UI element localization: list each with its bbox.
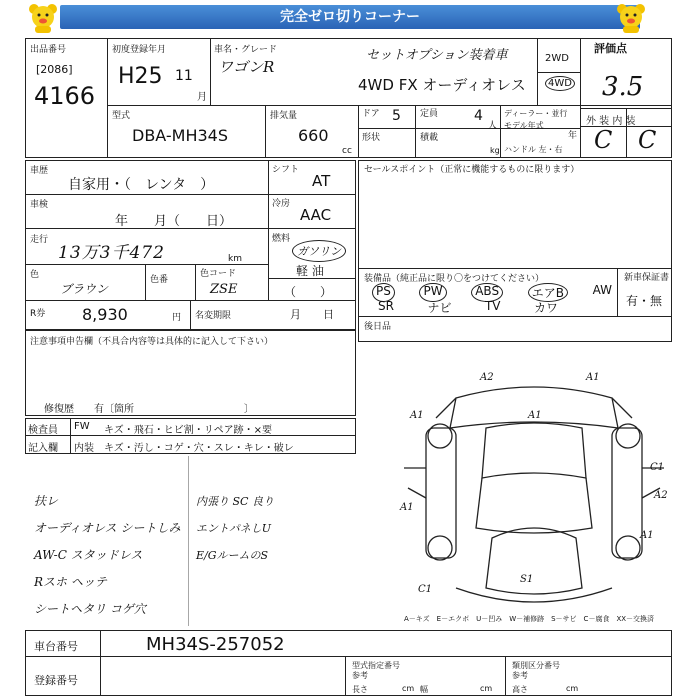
reg-number-label: 登録番号	[34, 674, 78, 687]
class-num-ref: 参考	[512, 671, 528, 680]
model-label: 型式	[112, 111, 131, 121]
inspector-fw: FW	[74, 421, 90, 432]
inspector-label: 検査員	[28, 425, 58, 436]
bear-mascot-icon	[26, 2, 60, 34]
rating-label: 評価点	[594, 42, 627, 55]
mileage-value: 13万3千472	[58, 243, 165, 263]
capacity-value: 4	[474, 108, 483, 124]
sales-point-label: セールスポイント（正常に機能するものに限ります）	[364, 165, 580, 175]
note-line: E/GルームのS	[196, 549, 269, 562]
equipment-label: 装備品（純正品に限り〇をつけてください）	[364, 274, 545, 284]
note-line: エントパネしU	[196, 522, 272, 535]
doors-label: ドア	[362, 109, 380, 119]
handwritten-notes-left	[34, 488, 181, 623]
handwritten-notes-right	[196, 488, 274, 569]
width-label: 幅	[420, 685, 428, 694]
length-unit: cm	[402, 684, 415, 693]
exterior-grade: C	[594, 126, 613, 154]
mileage-label: 走行	[30, 235, 49, 245]
grade: 4WD FX オーディオレス	[358, 76, 526, 94]
model-year-label: モデル年式	[504, 121, 544, 130]
warranty-value: 有・無	[626, 294, 663, 308]
displacement-value: 660	[298, 126, 329, 145]
color-num-label: 色番	[150, 275, 169, 285]
entry-items: キズ・汚し・コゲ・穴・スレ・キレ・破レ	[104, 443, 294, 454]
equip-leather: カワ	[533, 301, 558, 315]
dealer-label: ディーラー・並行	[504, 109, 568, 118]
entry-fw: 内装	[74, 443, 94, 454]
header	[0, 0, 700, 36]
equip-aw: AW	[592, 283, 612, 297]
name-change-label: 名変期限	[195, 311, 232, 321]
inspector-items: キズ・飛石・ヒビ割・リペア跡・×要	[104, 425, 272, 436]
car-name: ワゴンR	[218, 58, 275, 76]
damage-legend: A－キズ E－エクボ U－凹み W－補修跡 S－サビ C－腐食 XX－交換済	[404, 615, 655, 623]
mark-a1-side: A1	[400, 502, 414, 513]
type-cert-label: 型式指定番号	[352, 661, 400, 670]
mark-a2-top: A2	[480, 372, 494, 383]
model-year-unit: 年	[568, 131, 578, 141]
displacement-label: 排気量	[270, 111, 298, 121]
fuel-label: 燃料	[272, 234, 291, 244]
mark-a1-left: A1	[410, 410, 424, 421]
fuel-gas: ガソリン	[292, 240, 346, 262]
first-reg-month: 11	[175, 68, 193, 84]
mark-a2-right: A2	[654, 490, 668, 501]
color-value: ブラウン	[60, 282, 109, 296]
equip-abs: ABS	[471, 283, 503, 302]
lot-number: 4166	[34, 82, 96, 110]
load-unit: kg	[490, 146, 500, 155]
drive-2wd: 2WD	[545, 53, 569, 64]
note-line: 内張り SC 良り	[196, 495, 274, 508]
car-name-label: 車名・グレード	[214, 45, 278, 55]
displacement-unit: cc	[342, 146, 352, 156]
rating-score: 3.5	[602, 72, 644, 102]
equip-pw: PW	[419, 283, 446, 302]
warranty-label: 新車保証書	[624, 273, 670, 283]
color-code-label: 色コード	[200, 269, 237, 279]
mileage-unit: km	[228, 254, 242, 264]
bear-mascot-icon	[614, 2, 648, 34]
inspection-value: 年 月（ 日）	[115, 214, 233, 229]
equip-sr: SR	[378, 299, 394, 313]
equipment-row-2	[378, 299, 558, 316]
fuel-other: （ ）	[284, 285, 333, 299]
length-label: 長さ	[352, 685, 368, 694]
lot-label: 出品番号	[30, 45, 67, 55]
recycle-value: 8,930	[82, 305, 128, 324]
note-line: オーディオレス シートしみ	[34, 521, 181, 535]
history-value: 自家用・（ レンタ ）	[68, 177, 215, 193]
mark-a1-hood: A1	[528, 410, 542, 421]
rear-items-label: 後日品	[364, 322, 392, 332]
recycle-unit: 円	[172, 313, 182, 323]
options-label: セットオプション装着車	[366, 48, 508, 63]
equip-tv: TV	[484, 299, 501, 313]
drive-4wd: 4WD	[545, 76, 575, 91]
entry-label: 記入欄	[28, 443, 58, 454]
first-reg-label: 初度登録年月	[112, 45, 167, 55]
header-title: 完全ゼロ切りコーナー	[60, 5, 640, 29]
lot-sub: [2086]	[36, 63, 73, 76]
mark-a1-right: A1	[640, 530, 654, 541]
shift-value: AT	[312, 172, 331, 190]
color-label: 色	[30, 270, 40, 280]
inspection-label: 車検	[30, 200, 49, 210]
first-reg-month-unit: 月	[197, 92, 207, 103]
shape-label: 形状	[362, 133, 381, 143]
mark-s1-rear: S1	[520, 574, 534, 585]
car-damage-diagram	[396, 368, 672, 620]
note-line: AW-C スタッドレス	[34, 548, 143, 562]
equip-navi: ナビ	[427, 301, 452, 315]
height-unit: cm	[566, 684, 579, 693]
chassis-value: MH34S-257052	[146, 634, 285, 655]
mark-a1-top: A1	[586, 372, 600, 383]
chassis-label: 車台番号	[34, 640, 78, 653]
shift-label: シフト	[272, 165, 300, 175]
name-change-value: 月 日	[290, 308, 334, 321]
class-num-label: 類別区分番号	[512, 661, 560, 670]
mark-c1-rear: C1	[418, 584, 433, 595]
history-label: 車歴	[30, 166, 49, 176]
capacity-label: 定員	[420, 109, 439, 119]
doors-value: 5	[392, 108, 401, 124]
repair-history: 修復歴 有〔箇所 〕	[44, 404, 254, 415]
handle-label: ハンドル 左・右	[504, 145, 563, 154]
capacity-unit: 人	[488, 121, 498, 131]
height-label: 高さ	[512, 685, 528, 694]
interior-grade: C	[638, 126, 657, 154]
width-unit: cm	[480, 684, 493, 693]
note-line: シートヘタリ コゲ穴	[34, 602, 146, 616]
notes-label: 注意事項申告欄（不具合内容等は具体的に記入して下さい）	[30, 337, 274, 347]
mark-c1-right: C1	[650, 462, 665, 473]
equip-airbag: エアB	[528, 283, 568, 302]
type-cert-ref: 参考	[352, 671, 368, 680]
color-code: ZSE	[210, 282, 238, 297]
aircon-value: AAC	[300, 206, 332, 224]
recycle-label: R券	[30, 309, 46, 319]
model-value: DBA-MH34S	[132, 126, 229, 145]
ext-int-label: 外 装 内 装	[586, 116, 636, 127]
fuel-diesel: 軽 油	[296, 264, 324, 278]
aircon-label: 冷房	[272, 199, 291, 209]
note-line: Rスホ ヘッテ	[34, 575, 107, 589]
note-line: 扶レ	[34, 494, 59, 508]
first-reg-era: H25	[118, 64, 163, 89]
load-label: 積載	[420, 133, 439, 143]
equip-ps: PS	[372, 283, 395, 302]
